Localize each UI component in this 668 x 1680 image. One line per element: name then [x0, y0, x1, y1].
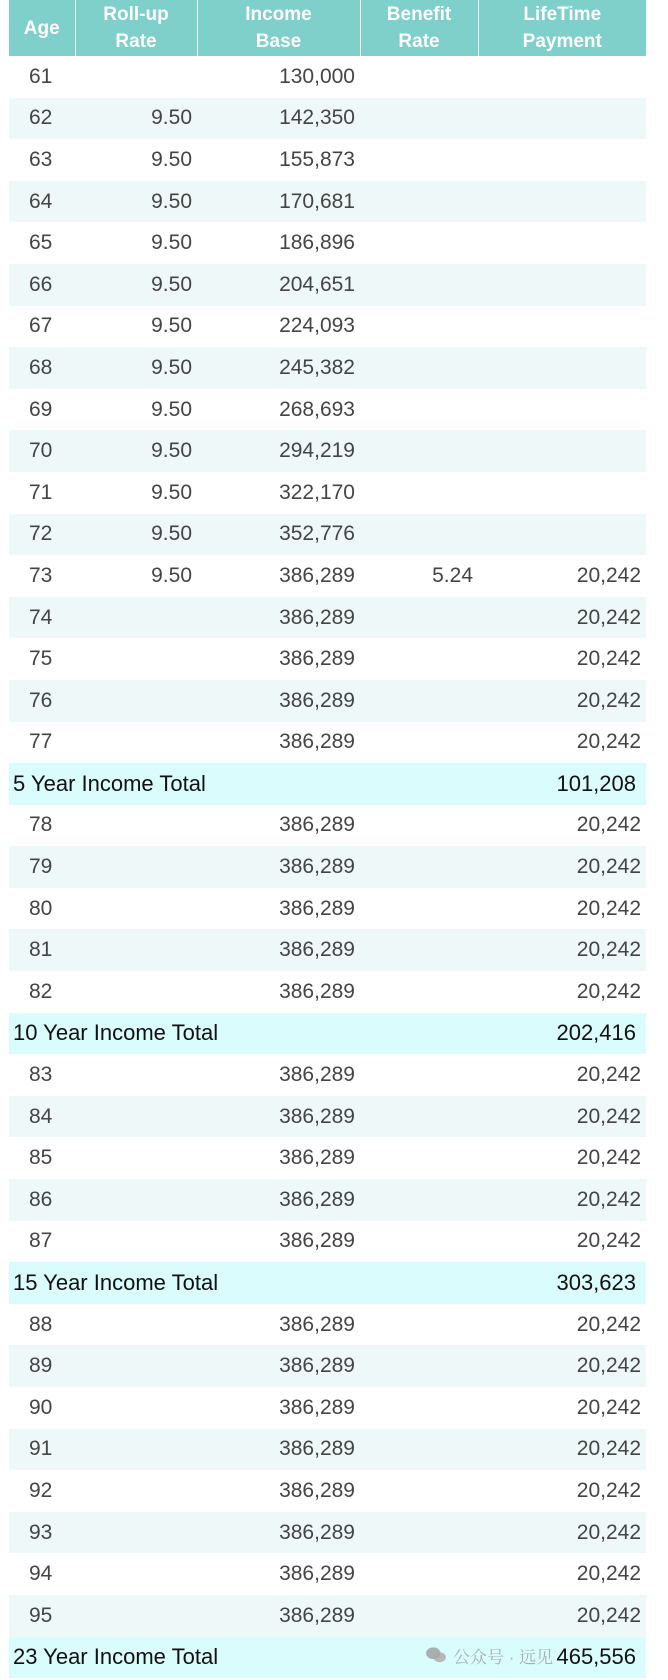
- lifetime-payment-cell: 20,242: [478, 971, 646, 1013]
- benefit-rate-cell: [360, 1345, 478, 1387]
- rollup-rate-cell: [75, 1179, 197, 1221]
- table-header-row: [9, 0, 646, 56]
- benefit-rate-cell: [360, 1470, 478, 1512]
- table-row: [9, 929, 646, 971]
- benefit-rate-cell: [360, 472, 478, 514]
- table-row: [9, 805, 646, 847]
- benefit-rate-cell: [360, 430, 478, 472]
- lifetime-payment-cell: [478, 222, 646, 264]
- age-cell: 70: [9, 430, 75, 472]
- rollup-rate-cell: [75, 638, 197, 680]
- income-base-cell: 386,289: [197, 1304, 360, 1346]
- table-row: [9, 1096, 646, 1138]
- rollup-rate-cell: 9.50: [75, 555, 197, 597]
- age-cell: 82: [9, 971, 75, 1013]
- rollup-rate-cell: 9.50: [75, 389, 197, 431]
- benefit-rate-cell: [360, 597, 478, 639]
- income-base-cell: 142,350: [197, 98, 360, 140]
- age-cell: 87: [9, 1221, 75, 1263]
- watermark: [425, 1640, 665, 1670]
- lifetime-payment-cell: 20,242: [478, 929, 646, 971]
- income-base-cell: 386,289: [197, 929, 360, 971]
- table-row: [9, 98, 646, 140]
- income-base-cell: 386,289: [197, 1470, 360, 1512]
- income-base-cell: 386,289: [197, 555, 360, 597]
- lifetime-payment-cell: 20,242: [478, 1054, 646, 1096]
- income-base-cell: 155,873: [197, 139, 360, 181]
- lifetime-payment-cell: [478, 264, 646, 306]
- income-table: [9, 0, 646, 1678]
- rollup-rate-cell: 9.50: [75, 98, 197, 140]
- table-row: [9, 1304, 646, 1346]
- lifetime-payment-cell: 20,242: [478, 680, 646, 722]
- income-base-cell: 386,289: [197, 1221, 360, 1263]
- income-base-cell: 386,289: [197, 722, 360, 764]
- age-cell: 88: [9, 1304, 75, 1346]
- age-cell: 76: [9, 680, 75, 722]
- age-cell: 81: [9, 929, 75, 971]
- table-row: [9, 472, 646, 514]
- lifetime-payment-cell: 20,242: [478, 597, 646, 639]
- table-row: [9, 1387, 646, 1429]
- lifetime-payment-cell: [478, 430, 646, 472]
- lifetime-payment-cell: [478, 472, 646, 514]
- rollup-rate-cell: [75, 1345, 197, 1387]
- lifetime-payment-cell: 20,242: [478, 805, 646, 847]
- age-cell: 61: [9, 56, 75, 98]
- benefit-rate-cell: [360, 1429, 478, 1471]
- income-base-cell: 386,289: [197, 846, 360, 888]
- benefit-rate-cell: [360, 846, 478, 888]
- table-row: [9, 597, 646, 639]
- age-cell: 68: [9, 347, 75, 389]
- rollup-rate-cell: [75, 1221, 197, 1263]
- table-row: [9, 1429, 646, 1471]
- age-cell: 79: [9, 846, 75, 888]
- total-label: 10 Year Income Total: [9, 1013, 360, 1055]
- age-cell: 72: [9, 514, 75, 556]
- lifetime-payment-cell: [478, 139, 646, 181]
- total-label: 23 Year Income Total: [9, 1637, 360, 1679]
- lifetime-payment-cell: [478, 389, 646, 431]
- benefit-rate-cell: [360, 888, 478, 930]
- table-row: [9, 888, 646, 930]
- income-base-cell: 386,289: [197, 638, 360, 680]
- lifetime-payment-cell: [478, 181, 646, 223]
- table-row: [9, 680, 646, 722]
- income-base-cell: 386,289: [197, 1387, 360, 1429]
- lifetime-payment-cell: 20,242: [478, 1304, 646, 1346]
- total-value: 101,208: [360, 763, 646, 805]
- benefit-rate-cell: [360, 306, 478, 348]
- rollup-rate-cell: [75, 597, 197, 639]
- age-cell: 67: [9, 306, 75, 348]
- benefit-rate-cell: [360, 56, 478, 98]
- rollup-rate-cell: [75, 680, 197, 722]
- income-base-cell: 352,776: [197, 514, 360, 556]
- lifetime-payment-cell: 20,242: [478, 555, 646, 597]
- benefit-rate-cell: [360, 1179, 478, 1221]
- income-base-cell: 386,289: [197, 1429, 360, 1471]
- table-row: [9, 430, 646, 472]
- total-value: 303,623: [360, 1262, 646, 1304]
- age-cell: 80: [9, 888, 75, 930]
- rollup-rate-cell: [75, 888, 197, 930]
- table-row: [9, 139, 646, 181]
- lifetime-payment-cell: 20,242: [478, 888, 646, 930]
- rollup-rate-cell: [75, 722, 197, 764]
- income-base-cell: 386,289: [197, 597, 360, 639]
- table-row: [9, 1137, 646, 1179]
- benefit-rate-cell: [360, 139, 478, 181]
- age-cell: 74: [9, 597, 75, 639]
- table-row: [9, 306, 646, 348]
- age-cell: 91: [9, 1429, 75, 1471]
- benefit-rate-cell: [360, 929, 478, 971]
- benefit-rate-cell: [360, 1054, 478, 1096]
- lifetime-payment-cell: 20,242: [478, 1137, 646, 1179]
- table-row: [9, 846, 646, 888]
- table-row: [9, 264, 646, 306]
- age-cell: 86: [9, 1179, 75, 1221]
- rollup-rate-cell: [75, 1470, 197, 1512]
- table-row: [9, 1595, 646, 1637]
- benefit-rate-cell: [360, 1595, 478, 1637]
- age-cell: 77: [9, 722, 75, 764]
- benefit-rate-cell: [360, 1387, 478, 1429]
- income-base-cell: 386,289: [197, 1179, 360, 1221]
- income-base-cell: 386,289: [197, 971, 360, 1013]
- lifetime-payment-cell: 20,242: [478, 1470, 646, 1512]
- rollup-rate-cell: [75, 1096, 197, 1138]
- total-value: 465,556: [360, 1637, 646, 1679]
- lifetime-payment-cell: [478, 306, 646, 348]
- header-income-base: Income Base: [197, 0, 360, 56]
- income-base-cell: 386,289: [197, 680, 360, 722]
- benefit-rate-cell: [360, 347, 478, 389]
- income-base-cell: 386,289: [197, 1137, 360, 1179]
- rollup-rate-cell: 9.50: [75, 264, 197, 306]
- rollup-rate-cell: 9.50: [75, 139, 197, 181]
- table-row: [9, 181, 646, 223]
- rollup-rate-cell: 9.50: [75, 514, 197, 556]
- lifetime-payment-cell: 20,242: [478, 1179, 646, 1221]
- income-base-cell: 294,219: [197, 430, 360, 472]
- age-cell: 85: [9, 1137, 75, 1179]
- benefit-rate-cell: [360, 514, 478, 556]
- benefit-rate-cell: [360, 1137, 478, 1179]
- rollup-rate-cell: [75, 1054, 197, 1096]
- rollup-rate-cell: [75, 1553, 197, 1595]
- table-row: [9, 222, 646, 264]
- lifetime-payment-cell: 20,242: [478, 846, 646, 888]
- lifetime-payment-cell: [478, 98, 646, 140]
- lifetime-payment-cell: 20,242: [478, 1221, 646, 1263]
- watermark-text: 公众号 · 远见: [453, 1647, 554, 1667]
- rollup-rate-cell: 9.50: [75, 306, 197, 348]
- table-row: [9, 347, 646, 389]
- benefit-rate-cell: [360, 638, 478, 680]
- income-base-cell: 386,289: [197, 1345, 360, 1387]
- income-base-cell: 386,289: [197, 1553, 360, 1595]
- lifetime-payment-cell: 20,242: [478, 1553, 646, 1595]
- rollup-rate-cell: [75, 1429, 197, 1471]
- age-cell: 62: [9, 98, 75, 140]
- table-row: [9, 638, 646, 680]
- income-base-cell: 245,382: [197, 347, 360, 389]
- benefit-rate-cell: [360, 971, 478, 1013]
- rollup-rate-cell: [75, 971, 197, 1013]
- income-base-cell: 386,289: [197, 1512, 360, 1554]
- table-row: [9, 389, 646, 431]
- age-cell: 65: [9, 222, 75, 264]
- benefit-rate-cell: [360, 722, 478, 764]
- age-cell: 63: [9, 139, 75, 181]
- total-row: [9, 1262, 646, 1304]
- age-cell: 95: [9, 1595, 75, 1637]
- header-benefit-rate: Benefit Rate: [360, 0, 478, 56]
- header-lifetime-payment: LifeTime Payment: [478, 0, 646, 56]
- benefit-rate-cell: [360, 264, 478, 306]
- total-value: 202,416: [360, 1013, 646, 1055]
- age-cell: 93: [9, 1512, 75, 1554]
- lifetime-payment-cell: 20,242: [478, 1595, 646, 1637]
- income-base-cell: 322,170: [197, 472, 360, 514]
- rollup-rate-cell: [75, 1595, 197, 1637]
- age-cell: 78: [9, 805, 75, 847]
- total-row: [9, 1013, 646, 1055]
- header-age: Age: [9, 0, 75, 56]
- age-cell: 71: [9, 472, 75, 514]
- benefit-rate-cell: [360, 1304, 478, 1346]
- header-rollup-rate: Roll-up Rate: [75, 0, 197, 56]
- income-base-cell: 224,093: [197, 306, 360, 348]
- age-cell: 66: [9, 264, 75, 306]
- income-base-cell: 186,896: [197, 222, 360, 264]
- age-cell: 89: [9, 1345, 75, 1387]
- age-cell: 83: [9, 1054, 75, 1096]
- lifetime-payment-cell: 20,242: [478, 1096, 646, 1138]
- income-base-cell: 386,289: [197, 1054, 360, 1096]
- rollup-rate-cell: [75, 1304, 197, 1346]
- table-row: [9, 1221, 646, 1263]
- benefit-rate-cell: [360, 389, 478, 431]
- benefit-rate-cell: [360, 680, 478, 722]
- table-row: [9, 555, 646, 597]
- income-base-cell: 386,289: [197, 888, 360, 930]
- rollup-rate-cell: [75, 846, 197, 888]
- lifetime-payment-cell: [478, 514, 646, 556]
- rollup-rate-cell: [75, 1387, 197, 1429]
- income-base-cell: 386,289: [197, 1595, 360, 1637]
- lifetime-payment-cell: 20,242: [478, 1345, 646, 1387]
- lifetime-payment-cell: 20,242: [478, 1512, 646, 1554]
- table-row: [9, 1512, 646, 1554]
- total-row: [9, 763, 646, 805]
- table-row: [9, 722, 646, 764]
- income-base-cell: 204,651: [197, 264, 360, 306]
- income-base-cell: 386,289: [197, 1096, 360, 1138]
- rollup-rate-cell: 9.50: [75, 222, 197, 264]
- benefit-rate-cell: [360, 1512, 478, 1554]
- total-label: 15 Year Income Total: [9, 1262, 360, 1304]
- age-cell: 64: [9, 181, 75, 223]
- income-base-cell: 268,693: [197, 389, 360, 431]
- income-base-cell: 386,289: [197, 805, 360, 847]
- wechat-icon: [425, 1646, 447, 1664]
- lifetime-payment-cell: [478, 347, 646, 389]
- lifetime-payment-cell: 20,242: [478, 638, 646, 680]
- table-row: [9, 1553, 646, 1595]
- lifetime-payment-cell: [478, 56, 646, 98]
- table-row: [9, 1179, 646, 1221]
- table-row: [9, 1470, 646, 1512]
- lifetime-payment-cell: 20,242: [478, 1387, 646, 1429]
- age-cell: 69: [9, 389, 75, 431]
- rollup-rate-cell: [75, 1512, 197, 1554]
- rollup-rate-cell: [75, 929, 197, 971]
- benefit-rate-cell: [360, 805, 478, 847]
- rollup-rate-cell: [75, 1137, 197, 1179]
- benefit-rate-cell: [360, 222, 478, 264]
- rollup-rate-cell: 9.50: [75, 430, 197, 472]
- lifetime-payment-cell: 20,242: [478, 722, 646, 764]
- table-row: [9, 971, 646, 1013]
- benefit-rate-cell: [360, 1553, 478, 1595]
- age-cell: 84: [9, 1096, 75, 1138]
- benefit-rate-cell: [360, 1221, 478, 1263]
- rollup-rate-cell: 9.50: [75, 347, 197, 389]
- table-row: [9, 56, 646, 98]
- income-base-cell: 170,681: [197, 181, 360, 223]
- benefit-rate-cell: [360, 181, 478, 223]
- age-cell: 75: [9, 638, 75, 680]
- age-cell: 92: [9, 1470, 75, 1512]
- rollup-rate-cell: 9.50: [75, 181, 197, 223]
- rollup-rate-cell: [75, 56, 197, 98]
- table-row: [9, 1054, 646, 1096]
- rollup-rate-cell: 9.50: [75, 472, 197, 514]
- table-row: [9, 514, 646, 556]
- income-base-cell: 130,000: [197, 56, 360, 98]
- age-cell: 90: [9, 1387, 75, 1429]
- lifetime-payment-cell: 20,242: [478, 1429, 646, 1471]
- benefit-rate-cell: [360, 1096, 478, 1138]
- benefit-rate-cell: [360, 98, 478, 140]
- total-label: 5 Year Income Total: [9, 763, 360, 805]
- age-cell: 73: [9, 555, 75, 597]
- age-cell: 94: [9, 1553, 75, 1595]
- table-row: [9, 1345, 646, 1387]
- rollup-rate-cell: [75, 805, 197, 847]
- benefit-rate-cell: 5.24: [360, 555, 478, 597]
